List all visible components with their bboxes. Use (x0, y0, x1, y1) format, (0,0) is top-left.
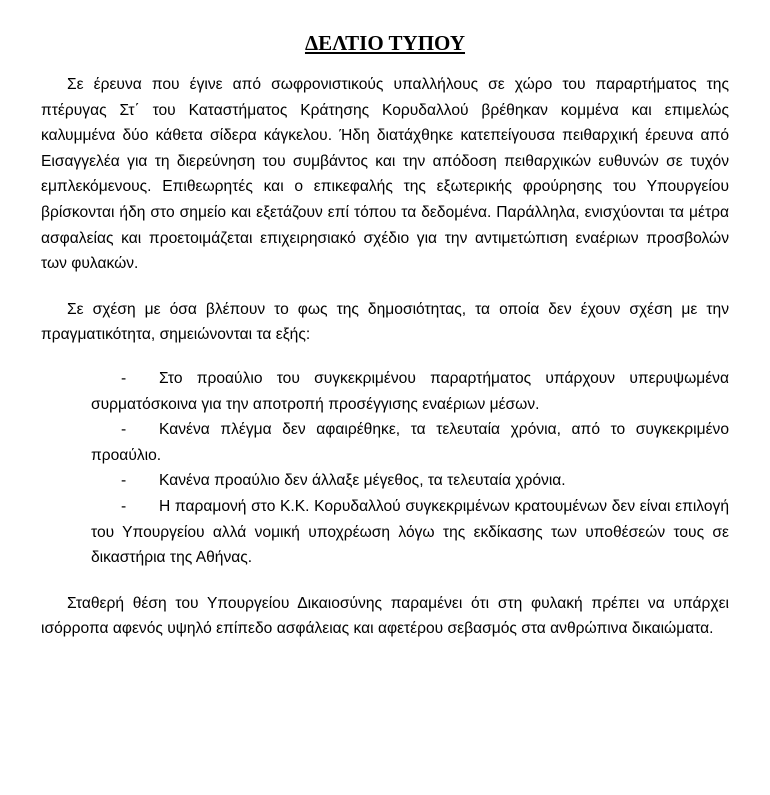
press-release-page (41, 28, 729, 642)
bullet-dash: - (121, 472, 127, 490)
list-item (91, 417, 729, 468)
bullet-dash: - (121, 421, 127, 439)
paragraph-ministry-position: Σταθερή θέση του Υπουργείου Δικαιοσύνης παραμένει ότι στη φυλακή πρέπει να υπάρχει ισόρροπα αφενός υψηλό επίπεδο ασφάλειας και αφετέρου σεβασμός στα ανθρώπινα δικαιώματα. (41, 594, 729, 638)
list-item-text: Κανένα πλέγμα δεν αφαιρέθηκε, τα τελευταία χρόνια, από το συγκεκριμένο προαύλιο. (91, 421, 729, 464)
paragraph-incident: Σε έρευνα που έγινε από σωφρονιστικούς υπαλλήλους σε χώρο του παραρτήματος της πτέρυγας Στ΄ του Καταστήματος Κράτησης Κορυδαλλού βρέθηκαν κομμένα και επιμελώς καλυμμένα δύο κάθετα σίδερα κάγκελου. Ήδη διατάχθηκε κατεπείγουσα πειθαρχική έρευνα από Εισαγγελέα για τη διερεύνηση του συμβάντος και την απόδοση πειθαρχικών ευθυνών σε τυχόν εμπλεκόμενους. Επιθεωρητές και ο επικεφαλής της εξωτερικής φρούρησης του Υπουργείου βρίσκονται ήδη στο σημείο και εξετάζουν επί τόπου τα δεδομένα. Παράλληλα, ενισχύονται τα μέτρα ασφαλείας και προετοιμάζεται επιχειρησιακό σχέδιο για την αντιμετώπιση εναέριων προσβολών των φυλακών. (41, 76, 729, 273)
bullet-dash: - (121, 369, 127, 387)
bullet-dash: - (121, 497, 127, 515)
list-item (91, 494, 729, 571)
list-item (91, 366, 729, 417)
list-item-text: Κανένα προαύλιο δεν άλλαξε μέγεθος, τα τελευταία χρόνια. (159, 472, 566, 490)
paragraph-intro-list: Σε σχέση με όσα βλέπουν το φως της δημοσιότητας, τα οποία δεν έχουν σχέση με την πραγματικότητα, σημειώνονται τα εξής: (41, 300, 729, 344)
list-item-text: Η παραμονή στο Κ.Κ. Κορυδαλλού συγκεκριμένων κρατουμένων δεν είναι επιλογή του Υπουργείου αλλά νομική υποχρέωση λόγω της εκδίκασης των υποθέσεών τους σε δικαστήρια της Αθήνας. (91, 497, 729, 567)
clarifications-list (91, 366, 729, 571)
document-title: ΔΕΛΤΙΟ ΤΥΠΟΥ (304, 31, 466, 55)
list-item-text: Στο προαύλιο του συγκεκριμένου παραρτήματος υπάρχουν υπερυψωμένα συρματόσκοινα για την αποτροπή προσέγγισης εναέριων μέσων. (91, 369, 729, 413)
list-item (91, 468, 729, 494)
